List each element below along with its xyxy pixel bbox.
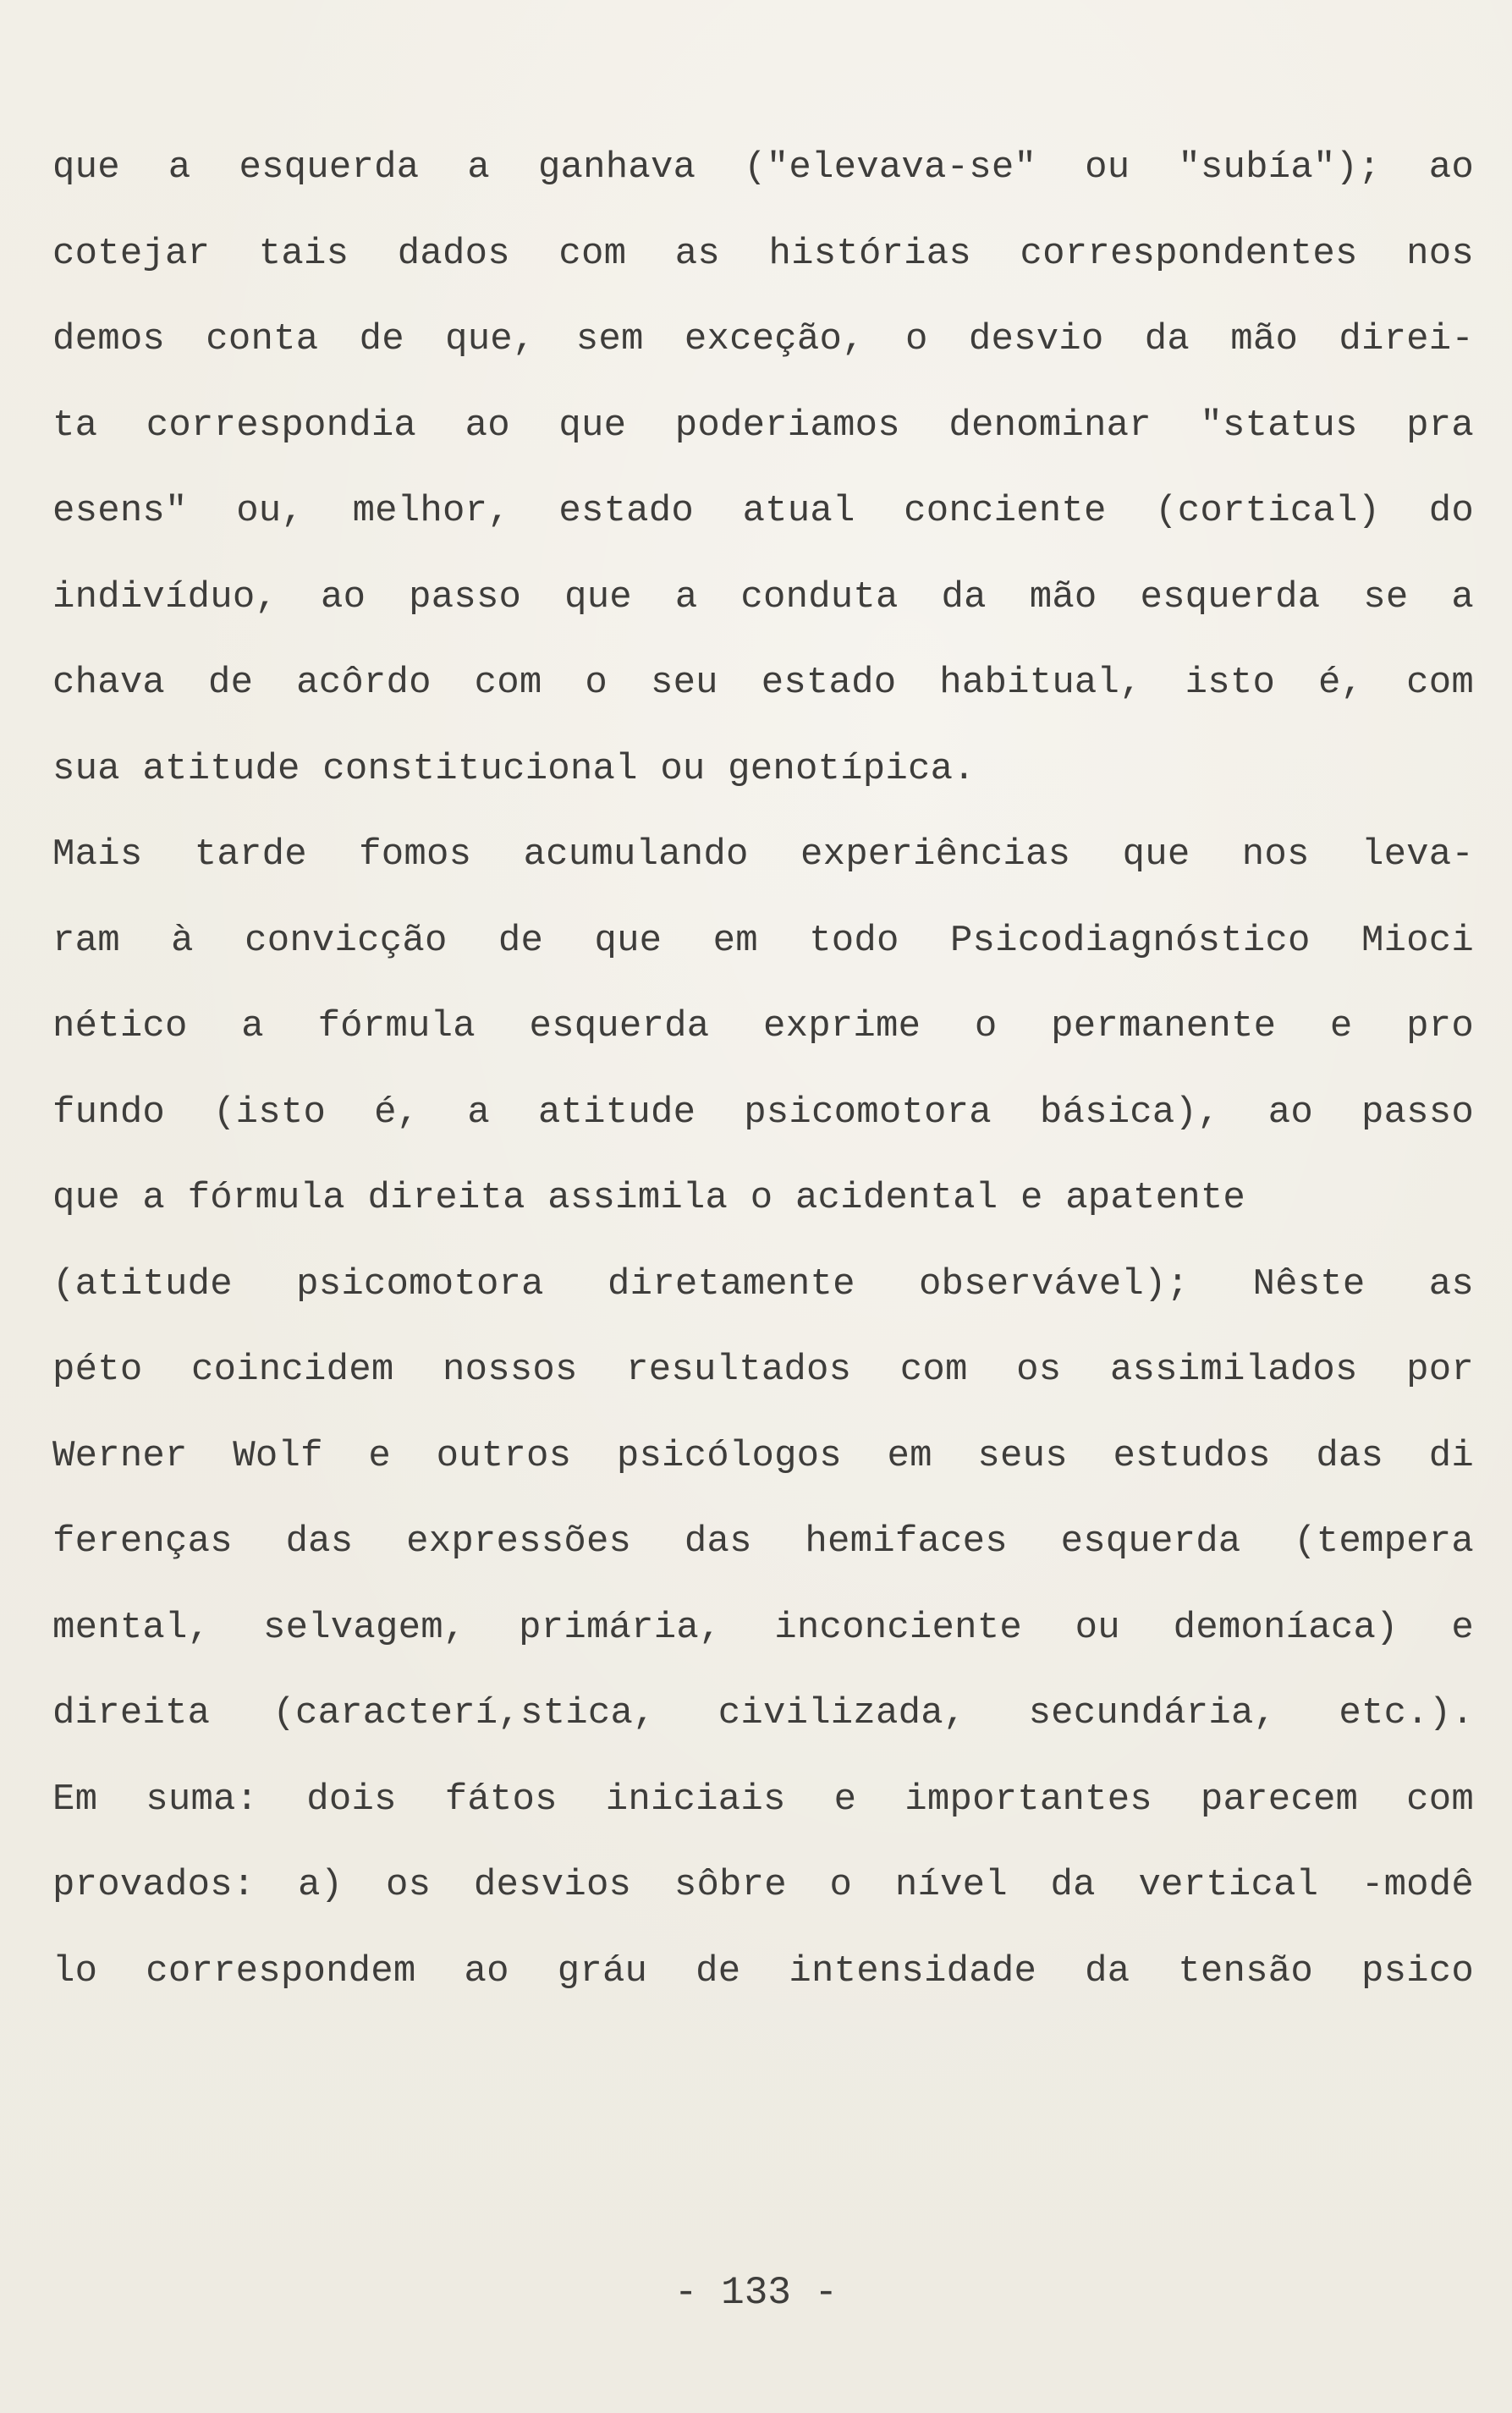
text-line-2: cotejar tais dados com as histórias correspondentes nos [52,233,1474,275]
text-line-6: indivíduo, ao passo que a conduta da mão esquerda se a [52,576,1474,618]
text-line-12: fundo (isto é, a atitude psicomotora básica), ao passo [52,1091,1474,1134]
text-line-4: ta correspondia ao que poderiamos denominar "status pra [52,404,1474,447]
text-line-1: que a esquerda a ganhava ("elevava-se" ou "subía"); ao [52,146,1474,189]
text-line-10: ram à convicção de que em todo Psicodiagnóstico Mioci [52,920,1474,962]
page-number: - 133 - [674,2271,838,2315]
text-line-20: Em suma: dois fátos iniciais e importantes parecem com [52,1778,1474,1821]
text-line-22: lo correspondem ao gráu de intensidade da tensão psico [52,1950,1474,1993]
text-line-11: nético a fórmula esquerda exprime o permanente e pro [52,1005,1474,1047]
text-line-14: (atitude psicomotora diretamente observável); Nêste as [52,1263,1474,1305]
text-line-21: provados: a) os desvios sôbre o nível da vertical -modê [52,1864,1474,1906]
text-line-8: sua atitude constitucional ou genotípica. [52,748,976,790]
text-line-18: mental, selvagem, primária, inconciente ou demoníaca) e [52,1607,1474,1649]
text-line-19: direita (caracterí,stica, civilizada, secundária, etc.). [52,1692,1474,1734]
text-line-7: chava de acôrdo com o seu estado habitual, isto é, com [52,662,1474,704]
text-line-13: que a fórmula direita assimila o acidental e apatente [52,1177,1246,1219]
text-line-16: Werner Wolf e outros psicólogos em seus estudos das di [52,1435,1474,1477]
text-line-17: ferenças das expressões das hemifaces esquerda (tempera [52,1520,1474,1563]
text-line-9: Mais tarde fomos acumulando experiências que nos leva- [52,833,1474,876]
text-line-15: péto coincidem nossos resultados com os assimilados por [52,1349,1474,1391]
text-line-3: demos conta de que, sem exceção, o desvio da mão direi- [52,318,1474,360]
text-line-5: esens" ou, melhor, estado atual conciente (cortical) do [52,490,1474,532]
